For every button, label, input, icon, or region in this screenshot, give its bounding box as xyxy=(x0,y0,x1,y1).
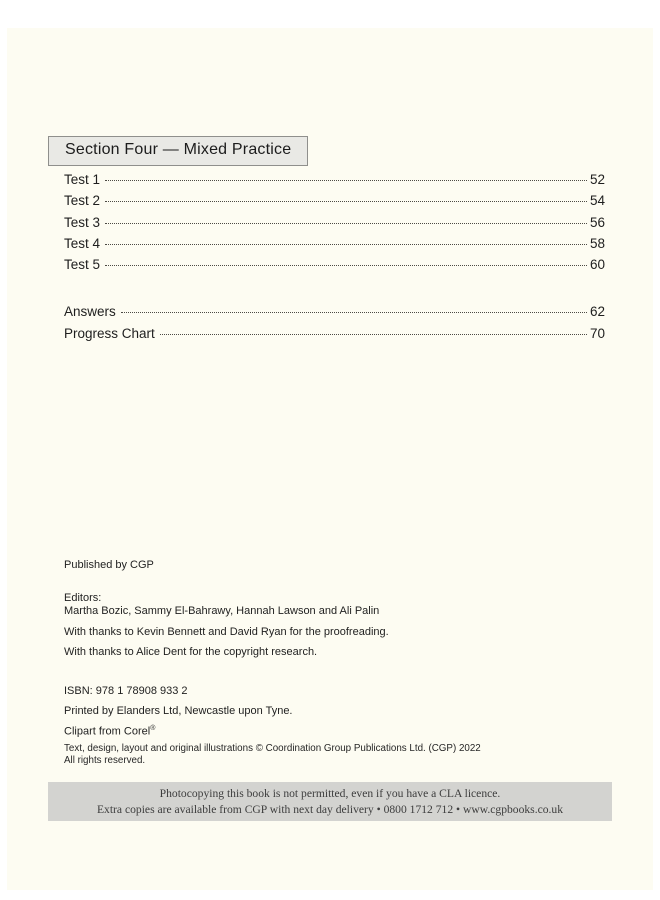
toc-entry xyxy=(64,193,605,214)
thanks-proofreading-line: With thanks to Kevin Bennett and David Ryan for the proofreading. xyxy=(64,626,389,638)
printed-by-line: Printed by Elanders Ltd, Newcastle upon Tyne. xyxy=(64,705,293,717)
toc-group-gap xyxy=(64,278,605,304)
clipart-text: Clipart from Corel xyxy=(64,725,151,738)
table-of-contents xyxy=(64,172,605,347)
toc-entry xyxy=(64,236,605,257)
copyright-line-1: Text, design, layout and original illustrations © Coordination Group Publications Ltd. (CGP) 2022 xyxy=(64,743,481,754)
toc-entry-page: 60 xyxy=(589,257,605,273)
dot-leader xyxy=(105,223,587,224)
photocopying-notice-line: Photocopying this book is not permitted, even if you have a CLA licence. xyxy=(159,787,501,800)
published-by-line: Published by CGP xyxy=(64,559,154,571)
toc-entry-page: 62 xyxy=(589,304,605,320)
toc-entry-label: Answers xyxy=(64,304,116,320)
toc-entry-page: 56 xyxy=(589,214,605,230)
toc-entry xyxy=(64,304,605,325)
toc-entry xyxy=(64,215,605,236)
toc-entry-page: 54 xyxy=(589,193,605,209)
toc-entry-label: Test 4 xyxy=(64,235,101,251)
toc-entry-page: 70 xyxy=(589,325,605,341)
dot-leader xyxy=(105,201,587,202)
extra-copies-line: Extra copies are available from CGP with next day delivery • 0800 1712 712 • www.cgpbooks.co.uk xyxy=(96,803,564,816)
toc-entry-page: 58 xyxy=(589,235,605,251)
toc-entry-label: Test 1 xyxy=(64,172,101,187)
thanks-copyright-line: With thanks to Alice Dent for the copyright research. xyxy=(64,646,318,658)
registered-trademark-symbol: ® xyxy=(150,725,156,732)
toc-entry xyxy=(64,326,605,347)
section-header-title: Section Four — Mixed Practice xyxy=(65,141,292,158)
photocopying-notice-bar xyxy=(48,782,612,821)
section-header-box xyxy=(48,136,308,166)
dot-leader xyxy=(121,312,587,313)
isbn-line: ISBN: 978 1 78908 933 2 xyxy=(64,685,188,697)
toc-entry xyxy=(64,257,605,278)
dot-leader xyxy=(105,180,587,181)
toc-entry-label: Progress Chart xyxy=(64,325,155,341)
toc-entry-page: 52 xyxy=(589,172,605,187)
clipart-line xyxy=(64,722,612,739)
dot-leader xyxy=(105,265,587,266)
editors-heading: Editors: xyxy=(64,592,102,604)
dot-leader xyxy=(105,244,587,245)
toc-entry-label: Test 2 xyxy=(64,193,101,209)
toc-entry xyxy=(64,172,605,193)
copyright-line-2: All rights reserved. xyxy=(64,755,146,766)
toc-entry-label: Test 5 xyxy=(64,257,101,273)
toc-entry-label: Test 3 xyxy=(64,214,101,230)
editors-names: Martha Bozic, Sammy El-Bahrawy, Hannah Lawson and Ali Palin xyxy=(64,605,380,617)
dot-leader xyxy=(160,334,587,335)
